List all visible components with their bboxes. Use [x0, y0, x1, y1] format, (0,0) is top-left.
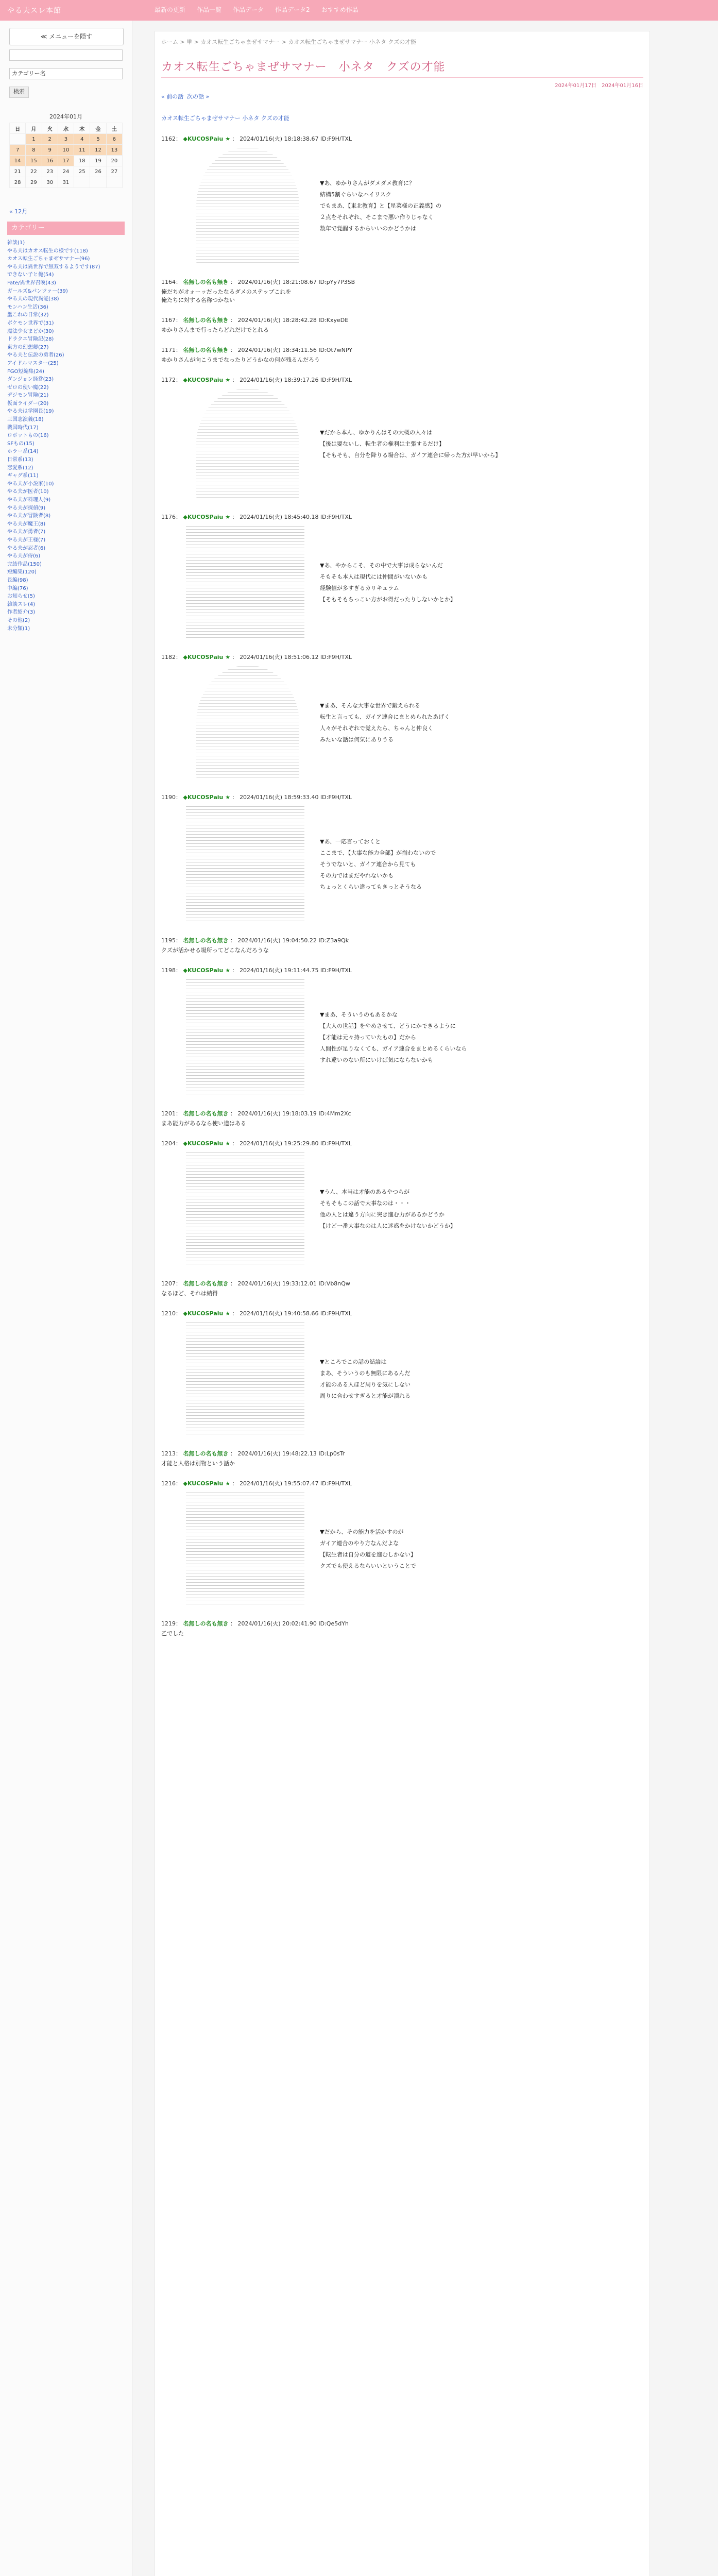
response-body	[161, 1120, 351, 1128]
response-author: 名無しの名も無き	[183, 1620, 229, 1627]
speech-line: 【才能は元々持っていたもの】だから	[320, 1034, 416, 1041]
category-link[interactable]: 作者紹介(3)	[7, 609, 36, 616]
response-header: 1210： ◆KUCOSPaiu ★ ： 2024/01/16(火) 19:40:58.66 ID:F9H/TXL	[161, 1310, 352, 1317]
calendar-day[interactable]: 28	[10, 177, 26, 188]
response-meta: 2024/01/16(火) 18:34:11.56 ID:Ot7wNPY	[237, 347, 353, 353]
category-link[interactable]: 艦これの日常(32)	[7, 312, 49, 318]
response-number[interactable]: 1190	[161, 794, 176, 801]
category-link[interactable]: ギャグ系(11)	[7, 473, 39, 479]
category-select[interactable]: カテゴリー名	[9, 68, 123, 79]
response-body	[161, 946, 349, 955]
speech-line: 【後は要ないし、転生者の権利は主張するだけ】	[320, 440, 445, 447]
ascii-art-speech	[320, 700, 450, 745]
response-author: ◆KUCOSPaiu ★	[183, 794, 231, 801]
calendar-weekday: 木	[74, 123, 90, 134]
category-link[interactable]: FGO短編集(24)	[7, 368, 44, 375]
speech-line: 【転生者は自分の道を進むしかない】	[320, 1551, 416, 1558]
hide-menu-button[interactable]: ≪ メニューを隠す	[9, 28, 124, 45]
speech-line: ここまで、【大事な能力全部】が揃わないので	[320, 850, 436, 856]
calendar-day[interactable]: 23	[42, 166, 58, 177]
response-line: ゆかりさんが向こうまでなったりどうかなの何が残るんだろう	[161, 357, 320, 363]
response	[161, 134, 352, 143]
response-meta: 2024/01/16(火) 19:04:50.22 ID:Z3a9Qk	[237, 937, 349, 944]
speech-line: そもそもこの話で大事なのは・・・	[320, 1200, 411, 1207]
calendar-day[interactable]: 18	[74, 156, 90, 166]
calendar-day[interactable]: 12	[90, 145, 106, 156]
response-line: 俺たちに対する名称つかない	[161, 297, 235, 303]
post-article	[155, 31, 650, 2576]
category-link[interactable]: Fate/異世界召喚(43)	[7, 280, 56, 286]
calendar-day[interactable]: 2	[42, 134, 58, 145]
speech-line: まあ、そういうのも無限にあるんだ	[320, 1370, 411, 1377]
response-meta: 2024/01/16(火) 18:59:33.40 ID:F9H/TXL	[240, 794, 352, 801]
speech-line: ▼うん、本当は才能のあるやつらが	[320, 1189, 410, 1195]
category-link[interactable]: 三国志演義(18)	[7, 417, 44, 423]
response-author: ◆KUCOSPaiu ★	[183, 1480, 231, 1487]
page-title: カオス転生ごちゃまぜサマナー 小ネタ クズの才能	[161, 61, 446, 74]
calendar-weekday: 水	[58, 123, 74, 134]
response-meta: 2024/01/16(火) 19:11:44.75 ID:F9H/TXL	[240, 967, 352, 974]
response	[161, 376, 352, 384]
search-input[interactable]	[9, 49, 123, 61]
ascii-art-speech	[320, 427, 501, 461]
category-link[interactable]: 恋愛系(12)	[7, 465, 33, 471]
response-header: 1190： ◆KUCOSPaiu ★ ： 2024/01/16(火) 18:59:33.40 ID:F9H/TXL	[161, 794, 352, 801]
category-link[interactable]: 中編(76)	[7, 585, 28, 591]
speech-line: そもそも本人は現代には仲間がいないかも	[320, 573, 428, 580]
calendar-day	[90, 177, 106, 188]
series-link[interactable]: カオス転生ごちゃまぜサマナー 小ネタ クズの才能	[161, 115, 289, 122]
ascii-art-figure	[186, 525, 304, 640]
response-header: 1164： 名無しの名も無き ： 2024/01/16(火) 18:21:08.67 ID:pYy7P3SB	[161, 279, 355, 285]
response-meta: 2024/01/16(火) 18:45:40.18 ID:F9H/TXL	[240, 514, 352, 520]
category-link[interactable]: 雑談スレ(4)	[7, 601, 36, 607]
response-body	[161, 1630, 349, 1638]
top-nav-item[interactable]: 作品一覧	[197, 6, 222, 13]
ascii-art-figure	[186, 1492, 304, 1607]
speech-line: ▼あ、やからこそ、その中で大事は成らないんだ	[320, 562, 443, 569]
response-meta: 2024/01/16(火) 19:18:03.19 ID:4Mm2Xc	[237, 1110, 351, 1117]
calendar-day[interactable]: 30	[42, 177, 58, 188]
speech-line: ▼だから、その能力を活かすのが	[320, 1529, 404, 1535]
category-link[interactable]: やる夫が魔王(8)	[7, 521, 46, 527]
response-body	[161, 326, 348, 334]
calendar-day[interactable]: 15	[26, 156, 42, 166]
category-link[interactable]: やる夫が探偵(9)	[7, 505, 46, 511]
speech-line: 結構5割ぐらいなハイリスク	[320, 191, 391, 198]
category-link[interactable]: 日常系(13)	[7, 457, 33, 463]
sidebar	[0, 21, 132, 2576]
response-header: 1207： 名無しの名も無き ： 2024/01/16(火) 19:33:12.01 ID:Vb8nQw	[161, 1280, 350, 1287]
speech-line: 他の人とは違う方向に突き進む力があるかどうか	[320, 1211, 445, 1218]
speech-line: ２点をそれぞれ、そこまで悪い作りじゃなく	[320, 214, 434, 221]
response-header: 1201： 名無しの名も無き ： 2024/01/16(火) 19:18:03.19 ID:4Mm2Xc	[161, 1110, 351, 1117]
response-meta: 2024/01/16(火) 19:48:22.13 ID:Lp0sTr	[237, 1450, 345, 1457]
site-title[interactable]: やる夫スレ本館	[7, 7, 61, 15]
search-button[interactable]: 検索	[9, 87, 29, 98]
response	[161, 278, 355, 304]
response-line: ゆかりさんまで行ったらどれだけでとれる	[161, 327, 269, 333]
calendar-day	[74, 177, 90, 188]
speech-line: 周りに合わせすぎると才能が潰れる	[320, 1393, 411, 1399]
response-number[interactable]: 1204	[161, 1140, 176, 1147]
response-author: 名無しの名も無き	[183, 279, 229, 285]
category-link[interactable]: やる夫は学園長(19)	[7, 409, 54, 415]
response	[161, 1479, 352, 1487]
response	[161, 936, 349, 955]
speech-line: 【そもそもちっこい方がお得だったりしないかとか】	[320, 596, 456, 603]
category-link[interactable]: やる夫が王様(7)	[7, 537, 46, 543]
category-link[interactable]: 未分類(1)	[7, 625, 30, 632]
category-link[interactable]: ポケモン世界で(31)	[7, 320, 54, 326]
response-header: 1167： 名無しの名も無き ： 2024/01/16(火) 18:28:42.28 ID:KxyeDE	[161, 317, 349, 324]
response-header: 1162： ◆KUCOSPaiu ★ ： 2024/01/16(火) 18:18:38.67 ID:F9H/TXL	[161, 135, 352, 142]
response	[161, 653, 352, 661]
top-nav-item[interactable]: 最新の更新	[155, 6, 186, 13]
category-link[interactable]: やる夫が勇者(7)	[7, 529, 46, 535]
response-number[interactable]: 1219	[161, 1620, 176, 1627]
ascii-art-speech	[320, 560, 456, 605]
response-author: 名無しの名も無き	[183, 1450, 229, 1457]
calendar-day[interactable]: 20	[106, 156, 122, 166]
speech-line: 数年で覚醒するからいいのかどうかは	[320, 225, 416, 232]
calendar-weekday: 土	[106, 123, 122, 134]
title-divider	[161, 77, 643, 78]
response-author: 名無しの名も無き	[183, 347, 229, 353]
speech-line: すれ違いのない所にいけば気にならないかも	[320, 1057, 433, 1063]
category-link[interactable]: やる夫が忍者(6)	[7, 545, 46, 551]
response-number[interactable]: 1172	[161, 377, 176, 383]
category-link[interactable]: ガールズ&パンツァー(39)	[7, 288, 68, 294]
calendar-day[interactable]: 9	[42, 145, 58, 156]
category-heading: カテゴリー	[7, 222, 125, 235]
response-meta: 2024/01/16(火) 18:21:08.67 ID:pYy7P3SB	[237, 279, 355, 285]
calendar-day[interactable]: 13	[106, 145, 122, 156]
calendar-day[interactable]: 25	[74, 166, 90, 177]
category-link[interactable]: ダンジョン経営(23)	[7, 377, 54, 383]
speech-line: 才能のある人ほど周りを気にしない	[320, 1381, 411, 1388]
calendar-prev-link[interactable]: « 12月	[9, 208, 28, 215]
category-link[interactable]: ロボットもの(16)	[7, 433, 49, 439]
response-meta: 2024/01/16(火) 19:25:29.80 ID:F9H/TXL	[240, 1140, 352, 1147]
speech-line: ちょっとくらい違ってもきっとそうなる	[320, 884, 422, 890]
speech-line: ▼まあ、そんな大事な世界で鍛えられる	[320, 702, 421, 709]
calendar-day[interactable]: 14	[10, 156, 26, 166]
response-meta: 2024/01/16(火) 19:40:58.66 ID:F9H/TXL	[240, 1310, 352, 1317]
category-link[interactable]: 戦国時代(17)	[7, 425, 39, 431]
response-author: ◆KUCOSPaiu ★	[183, 514, 231, 520]
top-nav-item[interactable]: 作品データ	[233, 6, 264, 13]
response-number[interactable]: 1216	[161, 1480, 176, 1487]
speech-line: みたいな話は何気にありうる	[320, 736, 394, 743]
response	[161, 793, 352, 801]
top-nav	[155, 5, 358, 14]
calendar-day[interactable]: 4	[74, 134, 90, 145]
response	[161, 1109, 351, 1128]
response-meta: 2024/01/16(火) 19:33:12.01 ID:Vb8nQw	[237, 1280, 350, 1287]
ascii-art-figure	[186, 1321, 304, 1437]
speech-line: その力ではまだやれないかも	[320, 872, 394, 879]
category-link[interactable]: カオス転生ごちゃまぜサマナー(96)	[7, 256, 90, 262]
calendar-weekday: 金	[90, 123, 106, 134]
response-meta: 2024/01/16(火) 19:55:07.47 ID:F9H/TXL	[240, 1480, 352, 1487]
response-line: クズが活かせる場所ってどこなんだろうな	[161, 947, 269, 954]
category-link[interactable]: 長編(98)	[7, 577, 28, 583]
response-body	[161, 1460, 345, 1468]
response	[161, 966, 352, 974]
category-list	[7, 239, 125, 633]
category-link[interactable]: アイドルマスター(25)	[7, 360, 59, 366]
calendar-day[interactable]: 27	[106, 166, 122, 177]
response	[161, 1309, 352, 1317]
response-line: 俺だちがオォーッだったなるダメのステップこれを	[161, 289, 292, 295]
category-link[interactable]: やる夫が冒険者(8)	[7, 513, 51, 519]
calendar-day[interactable]: 21	[10, 166, 26, 177]
speech-line: クズでも使えるならいいということで	[320, 1563, 416, 1569]
response-header: 1219： 名無しの名も無き ： 2024/01/16(火) 20:02:41.90 ID:Qe5dYh	[161, 1620, 349, 1627]
calendar-day[interactable]: 17	[58, 156, 74, 166]
response	[161, 1619, 349, 1638]
response-author: 名無しの名も無き	[183, 1110, 229, 1117]
calendar-day[interactable]: 16	[42, 156, 58, 166]
category-link[interactable]: やる夫が料理人(9)	[7, 497, 51, 503]
calendar-day[interactable]: 1	[26, 134, 42, 145]
top-nav-item[interactable]: 作品データ2	[275, 6, 310, 13]
response-number[interactable]: 1198	[161, 967, 176, 974]
ascii-art-speech	[320, 1527, 416, 1572]
response-author: 名無しの名も無き	[183, 317, 229, 324]
speech-line: 転生と言っても、ガイア連合にまとめられたあげく	[320, 714, 450, 720]
category-link[interactable]: その他(2)	[7, 617, 30, 623]
site-header	[0, 0, 718, 21]
response-author: ◆KUCOSPaiu ★	[183, 654, 231, 660]
response-meta: 2024/01/16(火) 18:18:38.67 ID:F9H/TXL	[240, 135, 352, 142]
category-link[interactable]: 仮面ライダー(20)	[7, 400, 49, 406]
response-author: 名無しの名も無き	[183, 937, 229, 944]
ascii-art-speech	[320, 1357, 411, 1402]
calendar-weekday: 火	[42, 123, 58, 134]
calendar-day[interactable]: 19	[90, 156, 106, 166]
category-link[interactable]: やる夫は異世界で無双するようです(87)	[7, 264, 100, 270]
calendar-weekday: 月	[26, 123, 42, 134]
category-link[interactable]: お知らせ(5)	[7, 594, 35, 600]
response-header: 1176： ◆KUCOSPaiu ★ ： 2024/01/16(火) 18:45:40.18 ID:F9H/TXL	[161, 514, 352, 520]
category-link[interactable]: やる夫が侍(6)	[7, 553, 41, 560]
calendar-day[interactable]: 26	[90, 166, 106, 177]
category-link[interactable]: ゼロの使い魔(22)	[7, 384, 49, 391]
category-link[interactable]: ホラー系(14)	[7, 449, 39, 455]
speech-line: 人々がそれぞれで覚えたら、ちゃんと仲良く	[320, 725, 433, 732]
category-link[interactable]: やる夫が医者(10)	[7, 489, 49, 495]
response-author: ◆KUCOSPaiu ★	[183, 377, 231, 383]
ascii-art-figure	[196, 388, 299, 500]
calendar-day[interactable]: 7	[10, 145, 26, 156]
response-number[interactable]: 1213	[161, 1450, 176, 1457]
speech-line: ▼あ、一応言っておくと	[320, 838, 381, 845]
breadcrumb[interactable]: ホーム > 単 > カオス転生ごちゃまぜサマナー > カオス転生ごちゃまぜサマナー 小ネタ クズの才能	[161, 39, 417, 45]
response-body	[161, 1290, 350, 1298]
ascii-art-figure	[186, 978, 304, 1097]
response-header: 1172： ◆KUCOSPaiu ★ ： 2024/01/16(火) 18:39:17.26 ID:F9H/TXL	[161, 377, 352, 383]
response	[161, 513, 352, 521]
response-number[interactable]: 1171	[161, 347, 176, 353]
ascii-art-speech	[320, 1009, 467, 1066]
speech-line: ▼あ、ゆかりさんがダメダメ教育に？	[320, 180, 415, 187]
response-author: ◆KUCOSPaiu ★	[183, 967, 231, 974]
calendar-day[interactable]: 6	[106, 134, 122, 145]
response-meta: 2024/01/16(火) 20:02:41.90 ID:Qe5dYh	[237, 1620, 349, 1627]
speech-line: 【そもそも、自分を降りる場合は、ガイア連合に帰った方が早いから】	[320, 452, 501, 459]
response-body	[161, 288, 355, 304]
response-header: 1198： ◆KUCOSPaiu ★ ： 2024/01/16(火) 19:11:44.75 ID:F9H/TXL	[161, 967, 352, 974]
calendar-day	[106, 177, 122, 188]
response	[161, 316, 348, 334]
category-link[interactable]: やる夫と伝説の勇者(26)	[7, 352, 64, 359]
response-number[interactable]: 1210	[161, 1310, 176, 1317]
category-link[interactable]: 短編集(120)	[7, 569, 37, 575]
response-line: なるほど、それは納得	[161, 1290, 218, 1297]
response-number[interactable]: 1167	[161, 317, 176, 324]
speech-line: ガイア連合のやり方なんだよな	[320, 1540, 399, 1547]
post-date: 2024年01月17日 2024年01月16日	[555, 83, 643, 89]
response-meta: 2024/01/16(火) 18:28:42.28 ID:KxyeDE	[237, 317, 349, 324]
speech-line: ▼まあ、そういうのもあるかな	[320, 1011, 398, 1018]
calendar-day[interactable]: 10	[58, 145, 74, 156]
response	[161, 1279, 350, 1298]
response-meta: 2024/01/16(火) 18:39:17.26 ID:F9H/TXL	[240, 377, 352, 383]
category-link[interactable]: できない子と俺(54)	[7, 272, 54, 278]
speech-line: 経験値が多すぎるカリキュラム	[320, 585, 399, 591]
ascii-art-speech	[320, 1187, 456, 1232]
response-header: 1216： ◆KUCOSPaiu ★ ： 2024/01/16(火) 19:55:07.47 ID:F9H/TXL	[161, 1480, 352, 1487]
calendar-day[interactable]: 5	[90, 134, 106, 145]
response-number[interactable]: 1201	[161, 1110, 176, 1117]
response-author: ◆KUCOSPaiu ★	[183, 1310, 231, 1317]
prev-post-link[interactable]: « 前の話	[161, 93, 184, 100]
response-number[interactable]: 1176	[161, 514, 176, 520]
category-link[interactable]: SFもの(15)	[7, 440, 35, 447]
next-post-link[interactable]: 次の話 »	[187, 93, 210, 100]
calendar-day[interactable]: 3	[58, 134, 74, 145]
ascii-art-figure	[196, 147, 299, 265]
speech-line: 【けど一番大事なのは人に迷惑をかけないかどうか】	[320, 1223, 456, 1229]
response	[161, 1449, 345, 1468]
speech-line: 【大人の世話】をやめさせて、どうにかできるように	[320, 1023, 456, 1029]
response-number[interactable]: 1164	[161, 279, 176, 285]
response-header: 1182： ◆KUCOSPaiu ★ ： 2024/01/16(火) 18:51:06.12 ID:F9H/TXL	[161, 654, 352, 660]
response-number[interactable]: 1182	[161, 654, 176, 660]
calendar-day[interactable]: 29	[26, 177, 42, 188]
response-header: 1171： 名無しの名も無き ： 2024/01/16(火) 18:34:11.56 ID:Ot7wNPY	[161, 347, 353, 353]
ascii-art-speech	[320, 836, 436, 893]
category-link[interactable]: モンハン生活(36)	[7, 304, 48, 310]
top-nav-item[interactable]: おすすめ作品	[321, 6, 358, 13]
category-link[interactable]: やる夫はカオス転生の様です(118)	[7, 248, 88, 254]
category-link[interactable]: やる夫の現代異能(38)	[7, 296, 59, 302]
response-meta: 2024/01/16(火) 18:51:06.12 ID:F9H/TXL	[240, 654, 352, 660]
calendar-day[interactable]: 24	[58, 166, 74, 177]
response-author: ◆KUCOSPaiu ★	[183, 135, 231, 142]
category-link[interactable]: デジモン冒険(21)	[7, 393, 49, 399]
category-link[interactable]: 完結作品(150)	[7, 561, 42, 567]
calendar-day[interactable]: 31	[58, 177, 74, 188]
response-line: 乙でした	[161, 1630, 184, 1637]
response	[161, 1139, 352, 1147]
calendar-weekday: 日	[10, 123, 26, 134]
response-author: ◆KUCOSPaiu ★	[183, 1140, 231, 1147]
response	[161, 346, 352, 364]
category-link[interactable]: 雑談(1)	[7, 240, 25, 246]
speech-line: ▼ところでこの話の結論は	[320, 1359, 387, 1365]
calendar-day[interactable]: 11	[74, 145, 90, 156]
category-link[interactable]: やる夫が小説家(10)	[7, 481, 54, 487]
response-header: 1213： 名無しの名も無き ： 2024/01/16(火) 19:48:22.13 ID:Lp0sTr	[161, 1450, 345, 1457]
speech-line: 人間性が足りなくても、ガイア連合をまとめるくらいなら	[320, 1045, 467, 1052]
ascii-art-figure	[196, 665, 299, 781]
calendar-day[interactable]: 8	[26, 145, 42, 156]
category-link[interactable]: 魔法少女まどか(30)	[7, 328, 54, 334]
response-author: 名無しの名も無き	[183, 1280, 229, 1287]
category-link[interactable]: 東方の幻想郷(27)	[7, 344, 49, 350]
response-line: 才能と人格は別物という話か	[161, 1460, 235, 1467]
speech-line: ▼だから本ん、ゆかりんはその大概の人々は	[320, 429, 433, 436]
calendar-day[interactable]: 22	[26, 166, 42, 177]
response-number[interactable]: 1207	[161, 1280, 176, 1287]
ascii-art-figure	[186, 805, 304, 924]
ascii-art-speech	[320, 178, 441, 234]
calendar	[9, 112, 123, 188]
ascii-art-figure	[186, 1151, 304, 1267]
response-header: 1195： 名無しの名も無き ： 2024/01/16(火) 19:04:50.22 ID:Z3a9Qk	[161, 937, 349, 944]
response-header: 1204： ◆KUCOSPaiu ★ ： 2024/01/16(火) 19:25:29.80 ID:F9H/TXL	[161, 1140, 352, 1147]
calendar-table	[9, 123, 123, 188]
category-link[interactable]: ドラクエ冒険記(28)	[7, 336, 54, 343]
calendar-title: 2024年01月	[49, 113, 82, 120]
response-number[interactable]: 1162	[161, 135, 176, 142]
response-number[interactable]: 1195	[161, 937, 176, 944]
speech-line: そうでないと、ガイア連合から見ても	[320, 861, 416, 868]
speech-line: でもまあ、【東北教育】と【星菜様の正義感】の	[320, 202, 442, 209]
calendar-day	[10, 134, 26, 145]
response-body	[161, 356, 352, 364]
response-line: まあ能力があるなら使い道はある	[161, 1120, 246, 1127]
